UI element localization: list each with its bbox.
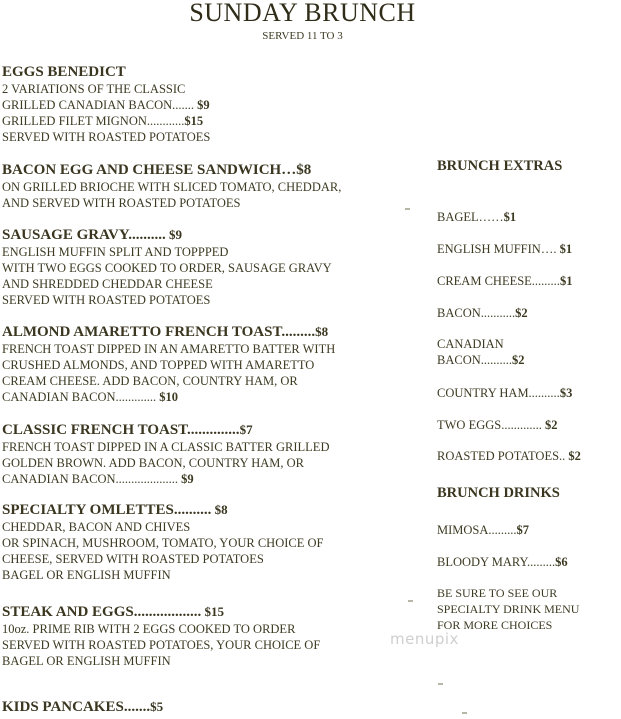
scan-mark <box>462 712 467 714</box>
menu-subtitle: SERVED 11 TO 3 <box>262 30 343 42</box>
extras-item: ROASTED POTATOES.. $2 <box>437 449 581 463</box>
section-line: BAGEL OR ENGLISH MUFFIN <box>2 568 171 582</box>
drinks-item: BLOODY MARY.........$6 <box>437 555 568 569</box>
section-heading: EGGS BENEDICT <box>2 64 126 80</box>
section-heading: SAUSAGE GRAVY.......... $9 <box>2 227 183 243</box>
section-line: 10oz. PRIME RIB WITH 2 EGGS COOKED TO ORDER <box>2 622 296 636</box>
section-line: AND SERVED WITH ROASTED POTATOES <box>2 196 241 210</box>
section-heading: SPECIALTY OMLETTES.......... $8 <box>2 502 228 518</box>
drinks-item: MIMOSA.........$7 <box>437 523 530 537</box>
section-line: WITH TWO EGGS COOKED TO ORDER, SAUSAGE GRAVY <box>2 261 332 275</box>
section-line: CHEESE, SERVED WITH ROASTED POTATOES <box>2 552 264 566</box>
section-heading: KIDS PANCAKES.......$5 <box>2 699 164 715</box>
extras-item: COUNTRY HAM..........$3 <box>437 386 573 400</box>
section-heading: BACON EGG AND CHEESE SANDWICH…$8 <box>2 162 312 178</box>
extras-heading: BRUNCH EXTRAS <box>437 158 563 174</box>
section-line: GRILLED FILET MIGNON............$15 <box>2 114 204 128</box>
extras-item: BAGEL……$1 <box>437 210 517 224</box>
drinks-heading: BRUNCH DRINKS <box>437 485 560 501</box>
extras-item: CREAM CHEESE.........$1 <box>437 274 573 288</box>
section-line: CREAM CHEESE. ADD BACON, COUNTRY HAM, OR <box>2 374 298 388</box>
section-line: FRENCH TOAST DIPPED IN A CLASSIC BATTER GRILLED <box>2 440 330 454</box>
menu-section-specialty-omelettes <box>2 501 402 583</box>
scan-mark <box>438 683 443 685</box>
section-line: SERVED WITH ROASTED POTATOES <box>2 130 211 144</box>
drinks-note: BE SURE TO SEE OUR SPECIALTY DRINK MENU FOR MORE CHOICES <box>437 586 580 632</box>
section-line: FRENCH TOAST DIPPED IN AN AMARETTO BATTER WITH <box>2 342 336 356</box>
extras-item: BACON..........$2 <box>437 353 525 367</box>
menu-section-almond-amaretto-french-toast <box>2 323 402 405</box>
section-line: ON GRILLED BRIOCHE WITH SLICED TOMATO, CHEDDAR, <box>2 180 342 194</box>
extras-item: ENGLISH MUFFIN…. $1 <box>437 242 573 256</box>
section-heading: STEAK AND EGGS.................. $15 <box>2 604 224 620</box>
section-line: CANADIAN BACON.................... $9 <box>2 472 194 486</box>
section-line: SERVED WITH ROASTED POTATOES <box>2 293 211 307</box>
menu-section-classic-french-toast <box>2 421 402 487</box>
section-line: CRUSHED ALMONDS, AND TOPPED WITH AMARETTO <box>2 358 315 372</box>
section-line: OR SPINACH, MUSHROOM, TOMATO, YOUR CHOICE OF <box>2 536 324 550</box>
section-line: GRILLED CANADIAN BACON....... $9 <box>2 98 210 112</box>
section-line: BAGEL OR ENGLISH MUFFIN <box>2 654 171 668</box>
section-line: ENGLISH MUFFIN SPLIT AND TOPPPED <box>2 245 229 259</box>
section-heading: ALMOND AMARETTO FRENCH TOAST.........$8 <box>2 324 329 340</box>
section-line: AND SHREDDED CHEDDAR CHEESE <box>2 277 213 291</box>
section-heading: CLASSIC FRENCH TOAST..............$7 <box>2 422 253 438</box>
menu-title: SUNDAY BRUNCH <box>189 0 416 27</box>
section-line: CANADIAN BACON............. $10 <box>2 390 179 404</box>
section-line: SERVED WITH ROASTED POTATOES, YOUR CHOICE OF <box>2 638 321 652</box>
menu-section-bacon-egg-cheese <box>2 161 402 211</box>
menu-section-eggs-benedict <box>2 63 402 145</box>
section-line: CHEDDAR, BACON AND CHIVES <box>2 520 191 534</box>
menu-section-steak-and-eggs <box>2 603 402 669</box>
scan-mark <box>405 208 410 210</box>
scan-mark <box>408 600 413 602</box>
menu-section-kids-pancakes <box>2 698 402 716</box>
extras-item: BACON...........$2 <box>437 306 528 320</box>
extras-item: TWO EGGS............. $2 <box>437 418 558 432</box>
section-line: 2 VARIATIONS OF THE CLASSIC <box>2 82 186 96</box>
watermark: menupix <box>390 630 459 648</box>
menu-section-sausage-gravy <box>2 226 402 308</box>
extras-item: CANADIAN <box>437 337 504 351</box>
section-line: GOLDEN BROWN. ADD BACON, COUNTRY HAM, OR <box>2 456 304 470</box>
